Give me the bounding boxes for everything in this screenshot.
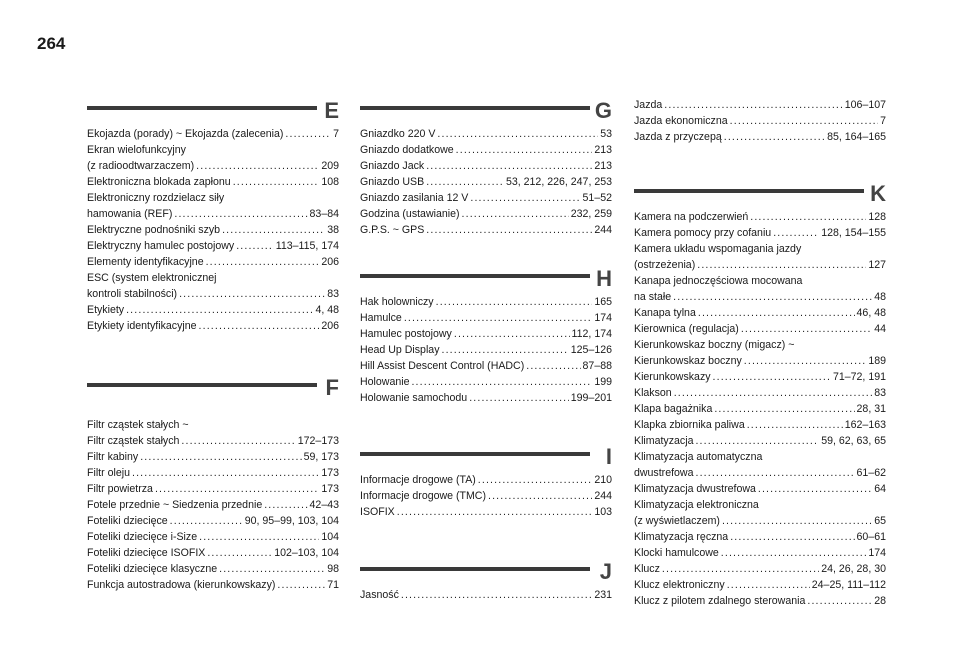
index-entry	[634, 305, 886, 321]
index-entry	[360, 488, 612, 504]
index-entry	[634, 577, 886, 593]
index-entry	[634, 369, 886, 385]
index-entry	[87, 318, 339, 334]
index-page-ref: 209	[321, 160, 339, 172]
index-term: Kierownica (regulacja)	[634, 323, 739, 335]
index-term: Jazda ekonomiczna	[634, 115, 728, 127]
index-entry	[634, 113, 886, 129]
dot-leader	[155, 481, 319, 497]
index-page-ref: 113–115, 174	[275, 240, 339, 252]
dot-leader	[695, 433, 819, 449]
index-term: Elektroniczna blokada zapłonu	[87, 176, 231, 188]
index-entry	[360, 587, 612, 603]
index-term: Klakson	[634, 387, 672, 399]
index-term: Jasność	[360, 589, 399, 601]
index-page-ref: 103	[594, 506, 612, 518]
index-entry	[634, 561, 886, 577]
index-page-ref: 83–84	[309, 208, 339, 220]
index-entry	[634, 97, 886, 113]
index-term: Fotele przednie ~ Siedzenia przednie	[87, 499, 263, 511]
index-entry	[87, 286, 339, 302]
index-page-ref: 127	[868, 259, 886, 271]
section-letter: G	[594, 98, 612, 123]
dot-leader	[437, 126, 598, 142]
index-page-ref: 44	[874, 323, 886, 335]
index-term: (ostrzeżenia)	[634, 259, 696, 271]
index-entry	[634, 321, 886, 337]
index-entry	[87, 497, 339, 513]
index-page-ref: 174	[594, 312, 612, 324]
index-entry	[360, 126, 612, 142]
index-page-ref: 85, 164–165	[827, 131, 886, 143]
index-term: Kierunkowskaz boczny	[634, 355, 742, 367]
index-entry	[634, 417, 886, 433]
index-page-ref: 60–61	[856, 531, 886, 543]
dot-leader	[426, 174, 504, 190]
dot-leader	[727, 577, 810, 593]
index-term: Etykiety	[87, 304, 125, 316]
index-term: Foteliki dziecięce	[87, 515, 168, 527]
index-term: (z wyświetlaczem)	[634, 515, 720, 527]
section-header-f	[87, 375, 339, 402]
dot-leader	[426, 158, 592, 174]
index-page-ref: 7	[880, 115, 886, 127]
dot-leader	[478, 472, 593, 488]
section-header-g	[360, 98, 612, 125]
dot-leader	[454, 326, 570, 342]
dot-leader	[442, 342, 569, 358]
index-term: ISOFIX	[360, 506, 395, 518]
index-entry	[634, 433, 886, 449]
index-page-ref: 7	[333, 128, 339, 140]
dot-leader	[199, 529, 319, 545]
dot-leader	[469, 390, 569, 406]
index-page-ref: 71	[327, 579, 339, 591]
index-entry	[360, 190, 612, 206]
index-entry	[87, 158, 339, 174]
index-page-ref: 199	[594, 376, 612, 388]
index-page-ref: 165	[594, 296, 612, 308]
index-entry	[634, 225, 886, 241]
index-page-ref: 232, 259	[570, 208, 612, 220]
index-entry	[634, 385, 886, 401]
index-term: G.P.S. ~ GPS	[360, 224, 425, 236]
section-letter: H	[596, 266, 612, 291]
dot-leader	[470, 190, 580, 206]
index-term: Hak holowniczy	[360, 296, 434, 308]
dot-leader	[773, 225, 819, 241]
dot-leader	[179, 286, 325, 302]
index-page-ref: 172–173	[297, 435, 339, 447]
dot-leader	[207, 545, 272, 561]
index-term: Foteliki dziecięce klasyczne	[87, 563, 218, 575]
dot-leader	[196, 158, 319, 174]
dot-leader	[664, 97, 842, 113]
index-term: Hamulce	[360, 312, 402, 324]
index-term: Head Up Display	[360, 344, 440, 356]
index-entry	[360, 294, 612, 310]
index-term: Godzina (ustawianie)	[360, 208, 460, 220]
section-header-k	[634, 181, 886, 208]
index-term: Gniazdo dodatkowe	[360, 144, 454, 156]
dot-leader	[140, 449, 301, 465]
dot-leader	[744, 353, 867, 369]
index-page-ref: 173	[321, 483, 339, 495]
section-entries-i	[360, 472, 612, 520]
index-term: dwustrefowa	[634, 467, 694, 479]
index-entry	[360, 142, 612, 158]
index-entry	[360, 174, 612, 190]
index-entry	[87, 302, 339, 318]
index-entry	[87, 254, 339, 270]
section-entries-j	[360, 587, 612, 603]
index-term: Gniazdo Jack	[360, 160, 425, 172]
dot-leader	[662, 561, 819, 577]
index-page-ref: 128, 154–155	[821, 227, 886, 239]
index-page-ref: 42–43	[309, 499, 339, 511]
dot-leader	[722, 513, 872, 529]
section-entries-f	[87, 417, 339, 593]
dot-leader	[462, 206, 569, 222]
index-entry	[87, 206, 339, 222]
index-page-ref: 90, 95–99, 103, 104	[244, 515, 339, 527]
index-entry	[634, 289, 886, 305]
index-page-ref: 189	[868, 355, 886, 367]
dot-leader	[181, 433, 295, 449]
index-term: Klocki hamulcowe	[634, 547, 719, 559]
index-page-ref: 83	[327, 288, 339, 300]
index-term: Klapa bagażnika	[634, 403, 713, 415]
index-entry	[634, 129, 886, 145]
section-letter: J	[599, 559, 612, 584]
index-page-ref: 28, 31	[856, 403, 886, 415]
index-term: Klimatyzacja	[634, 435, 694, 447]
index-entry	[87, 433, 339, 449]
section-divider	[360, 274, 590, 278]
index-page-ref: 206	[321, 256, 339, 268]
index-page-ref: 53, 212, 226, 247, 253	[505, 176, 612, 188]
index-entry	[87, 561, 339, 577]
section-divider	[360, 567, 590, 571]
dot-leader	[674, 385, 873, 401]
dot-leader	[222, 222, 325, 238]
index-entry	[360, 472, 612, 488]
index-entry-line: Klimatyzacja elektroniczna	[634, 499, 759, 511]
index-entry	[360, 358, 612, 374]
index-term: Gniazdko 220 V	[360, 128, 436, 140]
dot-leader	[750, 209, 866, 225]
index-term: Etykiety identyfikacyjne	[87, 320, 197, 332]
index-term: Gniazdo zasilania 12 V	[360, 192, 469, 204]
dot-leader	[397, 504, 593, 520]
index-entry	[87, 222, 339, 238]
index-term: Klimatyzacja dwustrefowa	[634, 483, 756, 495]
dot-leader	[236, 238, 274, 254]
index-column-2	[360, 98, 612, 603]
index-page-ref: 71–72, 191	[832, 371, 886, 383]
index-entry	[360, 504, 612, 520]
section-header-j	[360, 559, 612, 586]
dot-leader	[126, 302, 313, 318]
index-page-ref: 98	[327, 563, 339, 575]
index-page-ref: 173	[321, 467, 339, 479]
index-entry	[87, 465, 339, 481]
index-page-ref: 108	[321, 176, 339, 188]
section-divider	[87, 106, 317, 110]
index-page-ref: 59, 173	[303, 451, 339, 463]
dot-leader	[219, 561, 325, 577]
index-page-ref: 59, 62, 63, 65	[821, 435, 886, 447]
dot-leader	[730, 113, 878, 129]
index-entry	[87, 481, 339, 497]
index-page-ref: 206	[321, 320, 339, 332]
index-entry	[634, 529, 886, 545]
dot-leader	[673, 289, 872, 305]
dot-leader	[401, 587, 592, 603]
index-term: hamowania (REF)	[87, 208, 173, 220]
index-entry-line: Ekran wielofunkcyjny	[87, 144, 186, 156]
index-term: Holowanie samochodu	[360, 392, 468, 404]
dot-leader	[488, 488, 592, 504]
section-letter: E	[324, 98, 339, 123]
index-entry	[87, 529, 339, 545]
dot-leader	[807, 593, 872, 609]
index-term: Hamulec postojowy	[360, 328, 452, 340]
index-page-ref: 104	[321, 531, 339, 543]
index-entry	[634, 513, 886, 529]
index-term: Klucz z pilotem zdalnego sterowania	[634, 595, 806, 607]
index-entry	[360, 206, 612, 222]
index-entry	[634, 353, 886, 369]
index-term: na stałe	[634, 291, 672, 303]
index-entry	[360, 326, 612, 342]
index-page-ref: 24–25, 111–112	[811, 579, 886, 591]
section-entries-j-continued	[634, 97, 886, 145]
index-page-ref: 65	[874, 515, 886, 527]
dot-leader	[436, 294, 593, 310]
index-column-1	[87, 98, 339, 593]
index-entry	[634, 209, 886, 225]
dot-leader	[695, 465, 854, 481]
index-entry-line: Filtr cząstek stałych ~	[87, 419, 189, 431]
index-term: Elementy identyfikacyjne	[87, 256, 204, 268]
index-entry	[360, 342, 612, 358]
index-entry	[634, 401, 886, 417]
index-page-ref: 125–126	[570, 344, 612, 356]
index-term: Ekojazda (porady) ~ Ekojazda (zalecenia)	[87, 128, 284, 140]
index-term: Informacje drogowe (TMC)	[360, 490, 486, 502]
section-divider	[360, 452, 590, 456]
index-page-ref: 210	[594, 474, 612, 486]
index-term: Filtr powietrza	[87, 483, 153, 495]
index-term: Filtr cząstek stałych	[87, 435, 180, 447]
index-page-ref: 244	[594, 490, 612, 502]
section-entries-h	[360, 294, 612, 406]
index-term: Kamera pomocy przy cofaniu	[634, 227, 772, 239]
index-entry-line: Kamera układu wspomagania jazdy	[634, 243, 802, 255]
section-letter: F	[325, 375, 339, 400]
index-entry	[87, 513, 339, 529]
index-entry-line: Elektroniczny rozdzielacz siły	[87, 192, 225, 204]
index-entry	[360, 222, 612, 238]
dot-leader	[714, 401, 854, 417]
index-term: Elektryczny hamulec postojowy	[87, 240, 235, 252]
index-entry	[87, 545, 339, 561]
dot-leader	[174, 206, 307, 222]
section-header-i	[360, 444, 612, 471]
section-letter: K	[870, 181, 886, 206]
dot-leader	[697, 257, 866, 273]
dot-leader	[206, 254, 320, 270]
dot-leader	[747, 417, 843, 433]
section-header-h	[360, 266, 612, 293]
dot-leader	[170, 513, 243, 529]
index-page-ref: 51–52	[582, 192, 612, 204]
index-term: Kamera na podczerwień	[634, 211, 749, 223]
index-term: Klapka zbiornika paliwa	[634, 419, 745, 431]
index-term: Funkcja autostradowa (kierunkowskazy)	[87, 579, 276, 591]
index-entry	[634, 545, 886, 561]
dot-leader	[730, 529, 854, 545]
index-page-ref: 53	[600, 128, 612, 140]
section-entries-k	[634, 209, 886, 609]
dot-leader	[426, 222, 592, 238]
index-page-ref: 38	[327, 224, 339, 236]
dot-leader	[233, 174, 320, 190]
index-term: kontroli stabilności)	[87, 288, 178, 300]
index-term: Gniazdo USB	[360, 176, 425, 188]
index-entry	[87, 238, 339, 254]
index-page-ref: 213	[594, 144, 612, 156]
index-term: Filtr oleju	[87, 467, 130, 479]
section-divider	[634, 189, 864, 193]
dot-leader	[724, 129, 825, 145]
dot-leader	[132, 465, 319, 481]
index-page-ref: 61–62	[856, 467, 886, 479]
dot-leader	[698, 305, 855, 321]
index-page-ref: 24, 26, 28, 30	[821, 563, 886, 575]
index-term: Jazda z przyczepą	[634, 131, 722, 143]
index-entry	[634, 481, 886, 497]
index-page-ref: 174	[868, 547, 886, 559]
section-header-e	[87, 98, 339, 125]
index-entry	[87, 126, 339, 142]
section-letter: I	[605, 444, 612, 469]
index-page-ref: 28	[874, 595, 886, 607]
index-page-ref: 213	[594, 160, 612, 172]
index-entry	[634, 257, 886, 273]
index-entry	[360, 374, 612, 390]
section-divider	[87, 383, 317, 387]
index-page-ref: 199–201	[570, 392, 612, 404]
index-entry	[634, 465, 886, 481]
index-term: Elektryczne podnośniki szyb	[87, 224, 221, 236]
index-page-ref: 48	[874, 291, 886, 303]
page-number: 264	[37, 34, 66, 53]
index-page-ref: 162–163	[844, 419, 886, 431]
index-entry	[360, 310, 612, 326]
index-page-ref: 231	[594, 589, 612, 601]
index-page-ref: 128	[868, 211, 886, 223]
index-entry	[87, 577, 339, 593]
index-term: Foteliki dziecięce i-Size	[87, 531, 198, 543]
dot-leader	[741, 321, 872, 337]
index-term: Informacje drogowe (TA)	[360, 474, 476, 486]
index-page-ref: 244	[594, 224, 612, 236]
dot-leader	[277, 577, 325, 593]
index-term: Foteliki dziecięce ISOFIX	[87, 547, 206, 559]
index-term: Holowanie	[360, 376, 410, 388]
index-page-ref: 87–88	[582, 360, 612, 372]
index-term: Jazda	[634, 99, 663, 111]
dot-leader	[526, 358, 580, 374]
index-entry-line: Kanapa jednoczęściowa mocowana	[634, 275, 803, 287]
dot-leader	[411, 374, 592, 390]
index-page-ref: 64	[874, 483, 886, 495]
dot-leader	[713, 369, 831, 385]
dot-leader	[199, 318, 320, 334]
index-entry-line: Kierunkowskaz boczny (migacz) ~	[634, 339, 795, 351]
dot-leader	[285, 126, 331, 142]
index-entry-line: Klimatyzacja automatyczna	[634, 451, 763, 463]
index-entry-line: ESC (system elektronicznej	[87, 272, 217, 284]
index-entry	[360, 390, 612, 406]
index-page-ref: 106–107	[844, 99, 886, 111]
index-page-ref: 102–103, 104	[274, 547, 339, 559]
index-entry	[87, 174, 339, 190]
dot-leader	[456, 142, 593, 158]
index-term: Klucz	[634, 563, 660, 575]
dot-leader	[264, 497, 307, 513]
index-page-ref: 4, 48	[315, 304, 339, 316]
index-page-ref: 46, 48	[856, 307, 886, 319]
index-entry	[634, 593, 886, 609]
section-entries-g	[360, 126, 612, 238]
dot-leader	[404, 310, 593, 326]
index-page-ref: 112, 174	[571, 328, 612, 340]
index-entry	[87, 449, 339, 465]
dot-leader	[758, 481, 872, 497]
index-page-ref: 83	[874, 387, 886, 399]
index-term: Klucz elektroniczny	[634, 579, 725, 591]
index-term: Kanapa tylna	[634, 307, 696, 319]
index-column-3	[634, 96, 886, 609]
section-entries-e	[87, 126, 339, 334]
index-term: Klimatyzacja ręczna	[634, 531, 729, 543]
index-term: (z radioodtwarzaczem)	[87, 160, 195, 172]
index-term: Kierunkowskazy	[634, 371, 711, 383]
index-entry	[360, 158, 612, 174]
section-divider	[360, 106, 590, 110]
index-term: Hill Assist Descent Control (HADC)	[360, 360, 525, 372]
index-term: Filtr kabiny	[87, 451, 139, 463]
dot-leader	[721, 545, 867, 561]
